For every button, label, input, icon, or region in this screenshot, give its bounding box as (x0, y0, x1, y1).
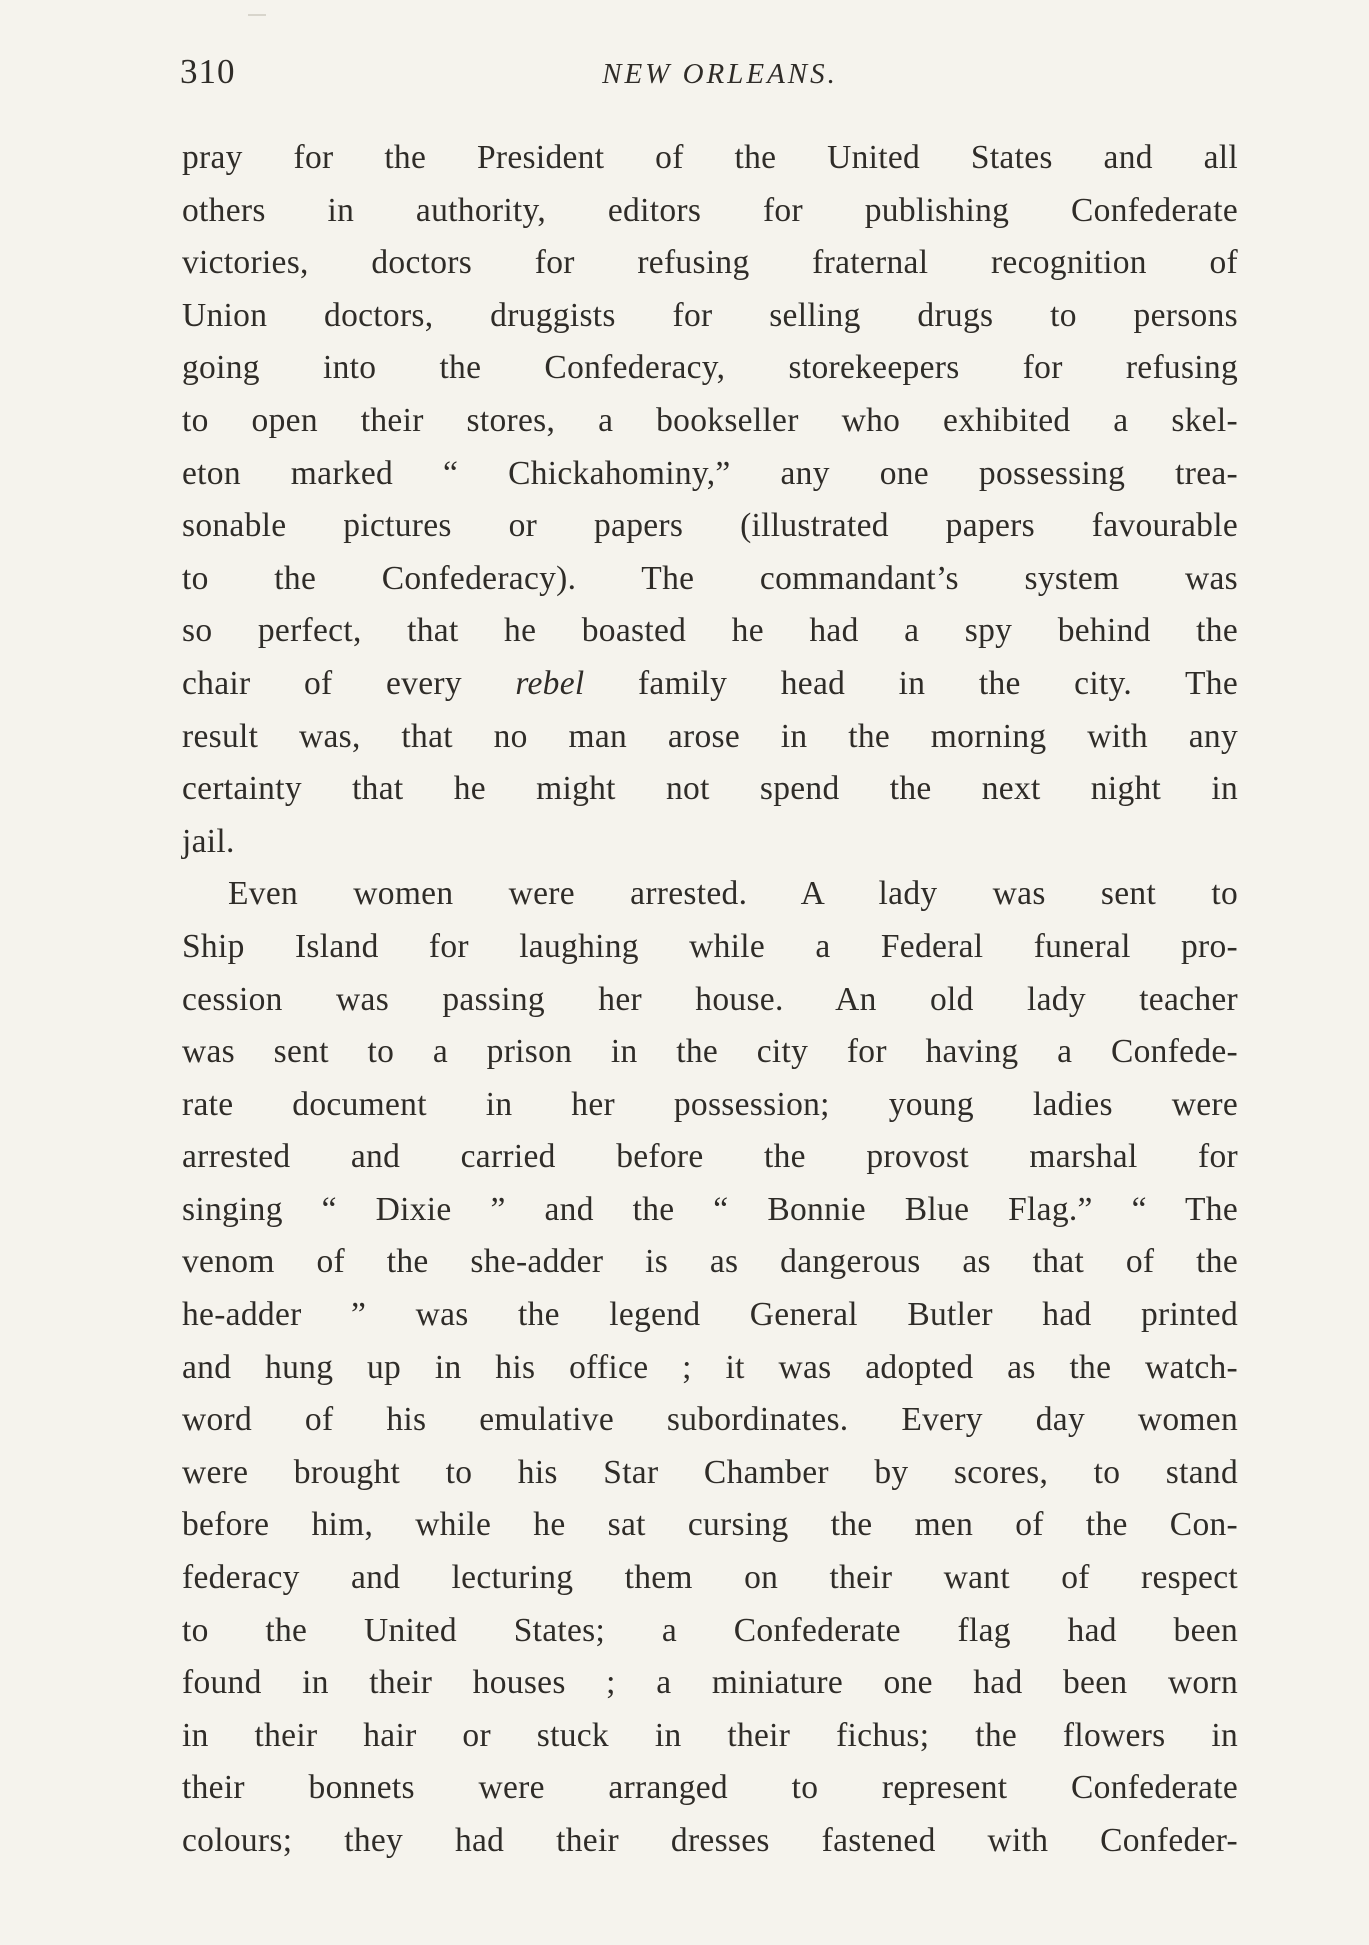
text-line: victories, doctors for refusing fraternal recognition of (182, 244, 1238, 282)
paragraph-1 (182, 132, 1238, 868)
text-line: Even women were arrested. A lady was sent to (228, 875, 1238, 913)
text-line: to open their stores, a bookseller who exhibited a skel- (182, 401, 1238, 439)
text-line: Union doctors, druggists for selling drugs to persons (182, 296, 1238, 334)
text-line: Ship Island for laughing while a Federal funeral pro- (182, 927, 1238, 965)
text-line: and hung up in his office ; it was adopted as the watch- (182, 1348, 1238, 1386)
text-line: cession was passing her house. An old lady teacher (182, 980, 1238, 1018)
text-line: before him, while he sat cursing the men of the Con- (182, 1506, 1238, 1544)
text-line: were brought to his Star Chamber by scores, to stand (182, 1453, 1238, 1491)
text-line: pray for the President of the United States and all (182, 139, 1238, 176)
italic-word: rebel (515, 664, 585, 702)
text-line: in their hair or stuck in their fichus; the flowers in (182, 1716, 1238, 1754)
text-line: was sent to a prison in the city for having a Confede- (182, 1033, 1238, 1071)
page-number: 310 (180, 52, 236, 91)
text-line: result was, that no man arose in the morning with any (182, 717, 1238, 755)
text-line: federacy and lecturing them on their want of respect (182, 1559, 1238, 1597)
text-line: sonable pictures or papers (illustrated papers favourable (182, 507, 1238, 545)
text-line: eton marked “ Chickahominy,” any one possessing trea- (182, 454, 1238, 492)
text-line: others in authority, editors for publishing Confederate (182, 191, 1238, 229)
text-line: certainty that he might not spend the next night in (182, 770, 1238, 808)
text-line: found in their houses ; a miniature one had been worn (182, 1664, 1238, 1702)
text-line: to the United States; a Confederate flag had been (182, 1611, 1238, 1649)
text-line: rate document in her possession; young ladies were (182, 1085, 1238, 1123)
text-line: singing “ Dixie ” and the “ Bonnie Blue Flag.” “ The (182, 1190, 1238, 1228)
text-line: venom of the she-adder is as dangerous as that of the (182, 1243, 1238, 1281)
text-line: jail. (182, 822, 235, 860)
running-head: NEW ORLEANS. (602, 58, 838, 90)
text-line: he-adder ” was the legend General Butler had printed (182, 1296, 1238, 1334)
text-line: their bonnets were arranged to represent Confederate (182, 1769, 1238, 1807)
text-line: going into the Confederacy, storekeepers for refusing (182, 349, 1238, 387)
text-line: word of his emulative subordinates. Every day women (182, 1401, 1238, 1439)
text-line: arrested and carried before the provost marshal for (182, 1138, 1238, 1176)
page-header (180, 52, 1240, 102)
text-segment: family head in the city. The (584, 664, 1238, 702)
text-line: to the Confederacy). The commandant’s system was (182, 559, 1238, 597)
body-text (182, 132, 1238, 1868)
text-line: so perfect, that he boasted he had a spy behind the (182, 612, 1238, 650)
text-line (182, 658, 1238, 711)
text-line: colours; they had their dresses fastened with Confeder- (182, 1822, 1238, 1859)
paragraph-2 (182, 868, 1238, 1867)
page-edge-mark (248, 14, 266, 16)
text-segment: chair of every (182, 664, 516, 702)
